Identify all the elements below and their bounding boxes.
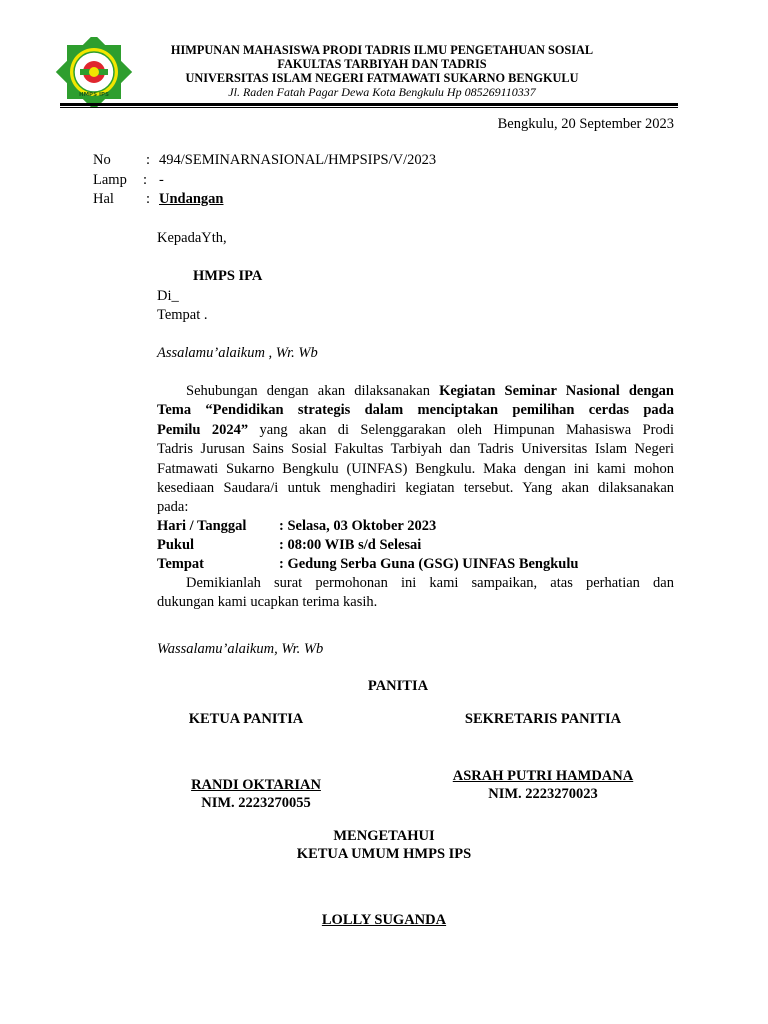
ketua-umum-name: LOLLY SUGANDA <box>321 912 447 928</box>
body-line-5: Fatmawati Sukarno Bengkulu (UINFAS) Bengkulu. Maka dengan ini kami mohon <box>157 460 674 477</box>
closing-greeting: Wassalamu’alaikum, Wr. Wb <box>157 641 324 657</box>
time-value: : 08:00 WIB s/d Selesai <box>279 537 422 553</box>
mengetahui-label: MENGETAHUI <box>333 828 435 844</box>
day-value: : Selasa, 03 Oktober 2023 <box>279 518 437 534</box>
lamp-colon: : <box>143 172 148 188</box>
body-line-7: pada: <box>157 499 189 516</box>
hmps-ips-logo <box>54 37 134 107</box>
letter-subject: Undangan <box>159 191 224 207</box>
university-name: UNIVERSITAS ISLAM NEGERI FATMAWATI SUKARNO BENGKULU <box>185 71 579 85</box>
closing-line-1: Demikianlah surat permohonan ini kami sampaikan, atas perhatian dan <box>186 575 674 591</box>
no-label: No <box>93 152 111 168</box>
lamp-value: - <box>159 172 164 188</box>
body-line-4: Tadris Jurusan Sains Sosial Fakultas Tarbiyah dan Tadris Universitas Islam Negeri <box>157 441 674 458</box>
sekretaris-panitia-title: SEKRETARIS PANITIA <box>464 711 622 727</box>
sekretaris-panitia-nim: NIM. 2223270023 <box>488 786 598 802</box>
sekretaris-panitia-name: ASRAH PUTRI HAMDANA <box>452 768 634 784</box>
place-value: : Gedung Serba Guna (GSG) UINFAS Bengkulu <box>279 556 579 572</box>
closing-paragraph <box>157 574 674 613</box>
letter-number: 494/SEMINARNASIONAL/HMPSIPS/V/2023 <box>159 152 437 168</box>
faculty-name: FAKULTAS TARBIYAH DAN TADRIS <box>277 57 487 71</box>
body-line-1: Sehubungan dengan akan dilaksanakan Kegiatan Seminar Nasional dengan <box>186 383 674 399</box>
ketua-umum-title: KETUA UMUM HMPS IPS <box>296 846 472 862</box>
logo-emblem <box>54 37 134 107</box>
opening-greeting: Assalamu’alaikum , Wr. Wb <box>157 345 318 361</box>
recipient-di: Di_ <box>157 288 179 304</box>
body-line-6: kesediaan Saudara/i untuk menghadiri kegiatan tersebut. Yang akan dilaksanakan <box>157 480 674 497</box>
header-rule-thin <box>60 107 678 108</box>
hal-label: Hal <box>93 191 114 207</box>
header-rule-thick <box>60 103 678 106</box>
body-line-3: Pemilu 2024” yang akan di Selenggarakan oleh Himpunan Mahasiswa Prodi <box>157 421 674 438</box>
body-paragraph <box>157 382 674 518</box>
closing-line-2: dukungan kami ucapkan terima kasih. <box>157 594 378 611</box>
sekretaris-panitia-name-wrap <box>433 767 653 786</box>
logo-text: HMPS IPS <box>78 92 110 98</box>
body-line-2: Tema “Pendidikan strategis dalam menciptakan pemilihan cerdas pada <box>157 402 674 419</box>
panitia-heading: PANITIA <box>367 678 429 694</box>
recipient-name: HMPS IPA <box>193 268 263 284</box>
recipient-salutation: KepadaYth, <box>157 230 227 246</box>
org-address: Jl. Raden Fatah Pagar Dewa Kota Bengkulu Hp 085269110337 <box>228 85 536 99</box>
ketua-panitia-title: KETUA PANITIA <box>188 711 304 727</box>
ketua-panitia-name-wrap <box>146 776 366 795</box>
place-label: Tempat <box>157 556 204 572</box>
letter-date: Bengkulu, 20 September 2023 <box>497 116 674 132</box>
ketua-panitia-nim: NIM. 2223270055 <box>201 795 311 811</box>
lamp-label: Lamp <box>93 172 127 188</box>
ketua-panitia-name: RANDI OKTARIAN <box>191 777 321 793</box>
time-label: Pukul <box>157 537 195 553</box>
org-name: HIMPUNAN MAHASISWA PRODI TADRIS ILMU PENGETAHUAN SOSIAL <box>170 43 594 57</box>
no-colon: : <box>146 152 151 168</box>
recipient-place: Tempat . <box>157 307 208 323</box>
hal-colon: : <box>146 191 151 207</box>
ketua-umum-name-wrap <box>234 911 534 930</box>
day-label: Hari / Tanggal <box>157 518 247 534</box>
